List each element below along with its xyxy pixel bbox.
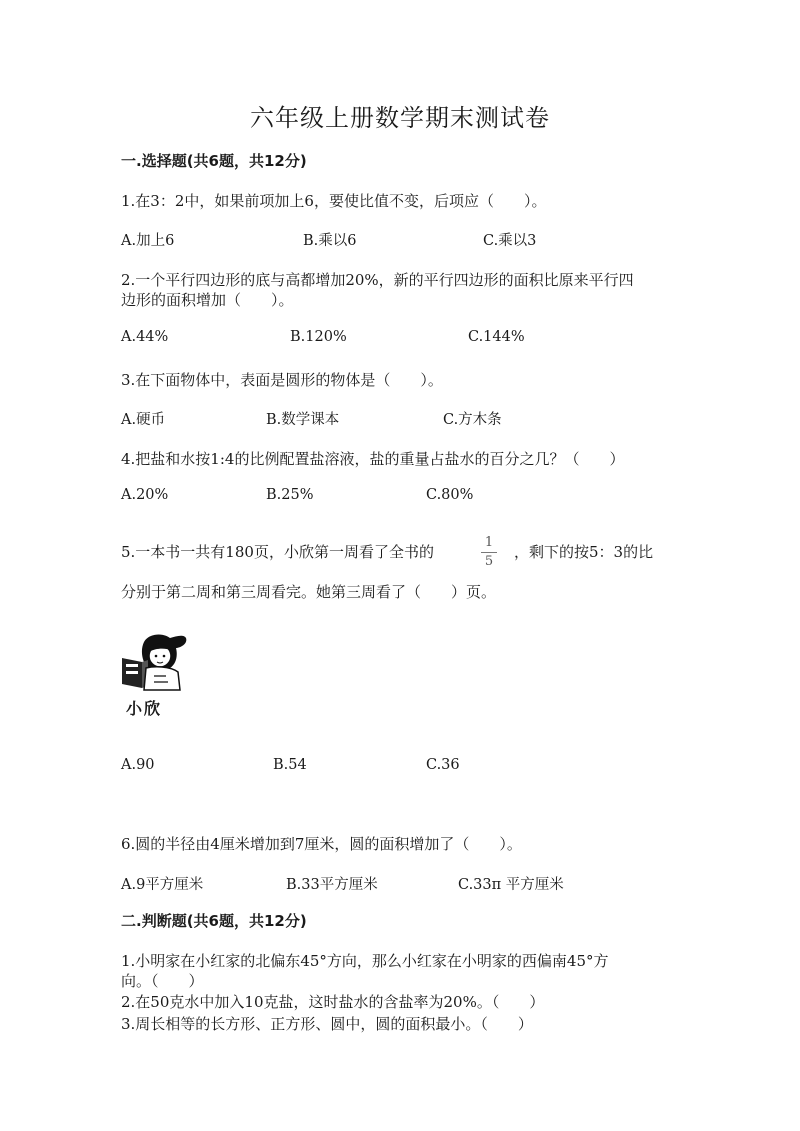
question-1-text: 1.在3：2中，如果前项加上6，要使比值不变，后项应（ ）。 xyxy=(121,192,547,210)
illustration-caption: 小欣 xyxy=(126,699,163,718)
section-heading-judgement: 二.判断题(共6题，共12分) xyxy=(121,912,307,930)
q5-option-b: B.54 xyxy=(273,757,307,773)
q4-option-a: A.20% xyxy=(121,487,169,503)
q6-option-a: A.9平方厘米 xyxy=(121,877,204,893)
q1-option-b: B.乘以6 xyxy=(303,233,357,249)
question-2-line2: 边形的面积增加（ ）。 xyxy=(121,291,294,309)
question-3-text: 3.在下面物体中，表面是圆形的物体是（ ）。 xyxy=(121,371,443,389)
q3-option-c: C.方木条 xyxy=(443,412,502,428)
fraction-denominator: 5 xyxy=(484,554,494,569)
q4-option-b: B.25% xyxy=(266,487,314,503)
q4-option-c: C.80% xyxy=(426,487,474,503)
section-heading-choice: 一.选择题(共6题，共12分) xyxy=(121,152,307,170)
q1-option-a: A.加上6 xyxy=(121,233,175,249)
fraction-numerator: 1 xyxy=(484,535,494,550)
question-4-text: 4.把盐和水按1:4的比例配置盐溶液，盐的重量占盐水的百分之几？（ ） xyxy=(121,450,625,468)
q5-option-a: A.90 xyxy=(121,757,155,773)
judgement-2: 2.在50克水中加入10克盐，这时盐水的含盐率为20%。（ ） xyxy=(121,993,545,1011)
fraction-one-fifth xyxy=(480,536,498,569)
q5-option-c: C.36 xyxy=(426,757,460,773)
question-2-line1: 2.一个平行四边形的底与高都增加20%，新的平行四边形的面积比原来平行四 xyxy=(121,271,634,289)
question-6-text: 6.圆的半径由4厘米增加到7厘米，圆的面积增加了（ ）。 xyxy=(121,835,522,853)
q6-option-c: C.33π 平方厘米 xyxy=(458,877,564,893)
q2-option-c: C.144% xyxy=(468,329,525,345)
q2-option-a: A.44% xyxy=(121,329,169,345)
q3-option-a: A.硬币 xyxy=(121,412,166,428)
judgement-3: 3.周长相等的长方形、正方形、圆中，圆的面积最小。（ ） xyxy=(121,1015,533,1033)
judgement-1-line1: 1.小明家在小红家的北偏东45°方向，那么小红家在小明家的西偏南45°方 xyxy=(121,952,609,970)
question-5-line1-before: 5.一本书一共有180页，小欣第一周看了全书的 xyxy=(121,543,434,561)
question-5-line1-after: ，剩下的按5：3的比 xyxy=(514,543,654,561)
question-5-line2: 分别于第二周和第三周看完。她第三周看了（ ）页。 xyxy=(121,583,497,601)
fraction-bar xyxy=(481,552,497,553)
page-title: 六年级上册数学期末测试卷 xyxy=(250,104,550,132)
q3-option-b: B.数学课本 xyxy=(266,412,340,428)
q1-option-c: C.乘以3 xyxy=(483,233,537,249)
judgement-1-line2: 向。（ ） xyxy=(121,972,204,990)
girl-reading-illustration xyxy=(118,632,190,716)
girl-reading-icon xyxy=(118,632,190,696)
q2-option-b: B.120% xyxy=(290,329,347,345)
q6-option-b: B.33平方厘米 xyxy=(286,877,378,893)
